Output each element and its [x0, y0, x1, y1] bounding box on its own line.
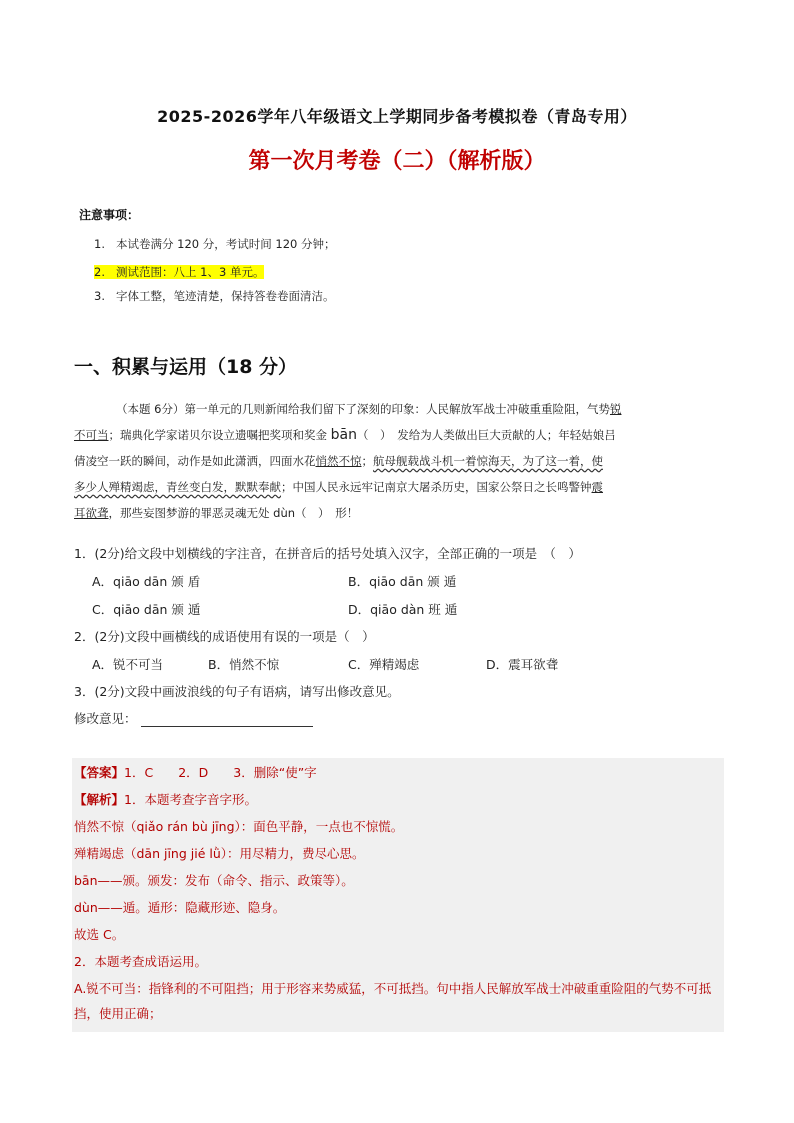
notice-item-1: 1. 本试卷满分 120 分，考试时间 120 分钟；	[94, 237, 336, 251]
analysis-line-3: 殚精竭虑（dān jīng jié lǜ）：用尽精力，费尽心思。	[74, 846, 365, 861]
notice-heading: 注意事项：	[79, 208, 140, 222]
analysis-line-5: dùn——遁。遁形：隐藏形迹、隐身。	[74, 900, 286, 915]
analysis-line-1: 【解析】1．本题考查字音字形。	[74, 792, 257, 807]
question-2: 2．(2分)文段中画横线的成语使用有误的一项是（ ）	[74, 629, 375, 644]
exam-subtitle: 第一次月考卷（二）（解析版）	[248, 148, 546, 174]
q1-option-d: D．qiāo dàn 班 遁	[348, 602, 458, 617]
q2-option-a: A．锐不可当	[92, 657, 164, 672]
passage: （本题 6分）第一单元的几则新闻给我们留下了深刻的印象：人民解放军战士冲破重重险阻，气势锐 不可当；瑞典化学家诺贝尔设立遗嘱把奖项和奖金 bān（ ） 发给为人类做出巨大贡献的人；年轻姑娘吕 倩凌空一跃的瞬间，动作是如此潇洒，四面水花悄然不惊；航母舰载战斗机一着惊海天，为了这一着，使 多少人殚精竭虑，青丝变白发，默默奉献；中国人民永远牢记南京大屠杀历史，国家公祭日之长鸣警钟震 耳欲聋，那些妄图梦游的罪恶灵魂无处 dùn（ ） 形！	[74, 402, 622, 520]
notice-item-2: 2. 测试范围：八上 1、3 单元。	[94, 265, 265, 279]
question-3: 3．(2分)文段中画波浪线的句子有语病，请写出修改意见。	[74, 684, 400, 699]
notice-item-3: 3. 字体工整，笔迹清楚，保持答卷卷面清洁。	[94, 289, 335, 303]
q2-option-c: C．殚精竭虑	[348, 657, 420, 672]
q1-option-c: C．qiāo dān 颁 遁	[92, 602, 201, 617]
exam-header-title: 2025-2026学年八年级语文上学期同步备考模拟卷（青岛专用）	[157, 107, 637, 126]
q2-option-d: D．震耳欲聋	[486, 657, 559, 672]
analysis-line-2: 悄然不惊（qiǎo rán bù jīng）：面色平静，一点也不惊慌。	[74, 819, 404, 834]
question-1: 1．(2分)给文段中划横线的字注音，在拼音后的括号处填入汉字，全部正确的一项是 （ ）	[74, 546, 581, 561]
answer-blank	[141, 712, 313, 727]
answer-line: 【答案】1．C 2．D 3．删除“使”字	[74, 765, 317, 780]
analysis-line-7: 2．本题考查成语运用。	[74, 954, 207, 969]
q3-answer-line: 修改意见：	[74, 709, 313, 727]
analysis-line-4: bān——颁。颁发：发布（命令、指示、政策等）。	[74, 873, 354, 888]
analysis-line-8: A.锐不可当：指锋利的不可阻挡；用于形容来势威猛，不可抵挡。句中指人民解放军战士冲破重重险阻的气势不可抵挡，使用正确；	[74, 981, 712, 1021]
q1-option-b: B．qiāo dān 颁 遁	[348, 574, 457, 589]
section-heading: 一、积累与运用（18 分）	[74, 356, 298, 378]
q1-option-a: A．qiāo dān 颁 盾	[92, 574, 201, 589]
q2-option-b: B．悄然不惊	[208, 657, 280, 672]
analysis-line-6: 故选 C。	[74, 927, 125, 942]
